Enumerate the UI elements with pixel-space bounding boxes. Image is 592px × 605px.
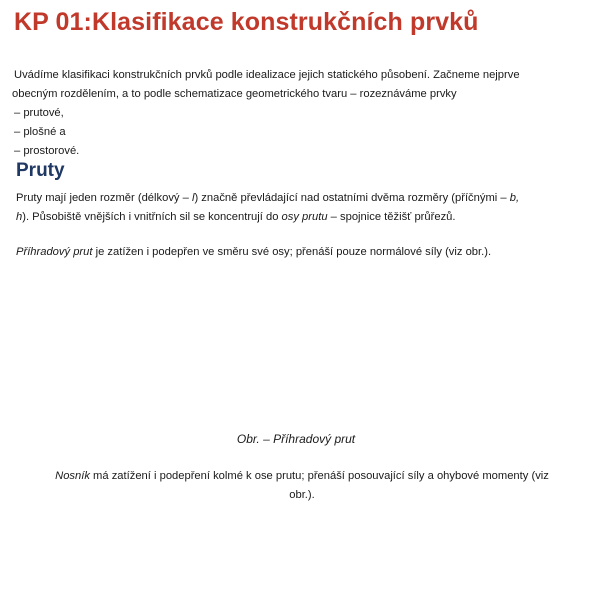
variable-b: b,: [509, 192, 520, 204]
paragraph-line: [28, 467, 576, 486]
intro-paragraph: [12, 66, 582, 104]
list-item: – plošné a: [14, 126, 66, 138]
text-run: ). Působiště vnějších i vnitřních sil se koncentrují do: [22, 211, 282, 223]
beam-paragraph: [28, 467, 576, 505]
intro-line-2: obecným rozdělením, a to podle schematizace geometrického tvaru – rozeznáváme prvky: [12, 88, 457, 100]
list-item: – prutové,: [14, 107, 64, 119]
intro-line-1: Uvádíme klasifikaci konstrukčních prvků podle idealizace jejich statického působení. Začneme nejprve: [14, 69, 520, 81]
paragraph-line: [16, 243, 578, 262]
section-heading-pruty: Pruty: [16, 160, 65, 181]
term-osy-prutu: osy prutu: [281, 211, 328, 223]
variable-l: l: [191, 192, 195, 204]
text-run: Pruty mají jeden rozměr (délkový –: [16, 192, 192, 204]
element-categories-list: [14, 104, 79, 161]
page-title: KP 01:Klasifikace konstrukčních prvků: [14, 8, 479, 36]
figure-placeholder: [16, 270, 578, 420]
list-item: – prostorové.: [14, 145, 80, 157]
paragraph-line: [16, 189, 578, 208]
term-nosnik: Nosník: [55, 470, 90, 482]
text-run: ) značně převládající nad ostatními dvěma rozměry (příčnými –: [194, 192, 510, 204]
text-run: – spojnice těžišť průřezů.: [327, 211, 456, 223]
term-prihradovy-prut: Příhradový prut: [16, 246, 93, 258]
text-run: má zatížení i podepření kolmé k ose prutu; přenáší posouvající síly a ohybové momenty (viz: [89, 470, 549, 482]
truss-member-paragraph: [16, 243, 578, 262]
text-run: je zatížen i podepřen ve směru své osy; přenáší pouze normálové síly (viz obr.).: [92, 246, 492, 258]
paragraph-line: [16, 208, 578, 227]
variable-h: h: [16, 211, 23, 223]
paragraph-line: obr.).: [289, 489, 315, 501]
figure-caption: Obr. – Příhradový prut: [236, 432, 356, 446]
pruty-definition-paragraph: [16, 189, 578, 227]
